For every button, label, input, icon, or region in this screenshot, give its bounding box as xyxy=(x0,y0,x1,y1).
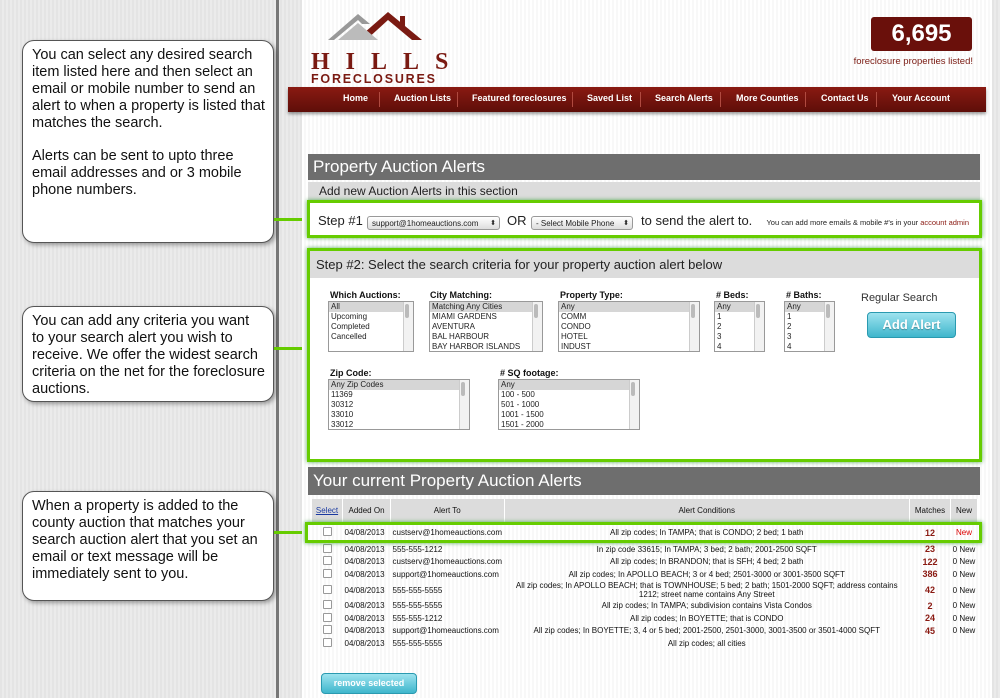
nav-separator xyxy=(457,92,458,107)
beds-label: # Beds: xyxy=(716,290,749,300)
row-checkbox[interactable] xyxy=(323,556,332,565)
nav-saved-list[interactable]: Saved List xyxy=(587,93,633,103)
mobile-phone-select[interactable] xyxy=(531,216,633,230)
select-all-link[interactable]: Select xyxy=(315,506,339,515)
sq-footage-list[interactable] xyxy=(498,379,640,430)
cell-conditions: All zip codes; In TAMPA; that is CONDO; 2 bed; 1 bath xyxy=(610,528,804,537)
cell-date: 04/08/2013 xyxy=(344,613,385,623)
row-checkbox[interactable] xyxy=(323,585,332,594)
table-row xyxy=(312,612,978,625)
list-option[interactable]: Any Zip Codes xyxy=(329,380,469,390)
table-row xyxy=(312,625,978,638)
nav-your-account[interactable]: Your Account xyxy=(892,93,950,103)
list-option[interactable]: 30312 xyxy=(331,400,354,409)
cell-conditions: All zip codes; In BOYETTE; that is CONDO xyxy=(630,613,784,623)
nav-more-counties[interactable]: More Counties xyxy=(736,93,799,103)
table-row xyxy=(312,568,978,581)
cell-conditions: All zip codes; In APOLLO BEACH; that is TOWNHOUSE; 5 bed; 2 bath; 1501-2000 SQFT; address contains 1212; street name contains Any Street xyxy=(515,581,898,599)
list-option[interactable]: 1501 - 2000 xyxy=(501,420,544,429)
list-option[interactable]: 100 - 500 xyxy=(501,390,535,399)
callout-alerts xyxy=(22,491,274,601)
cell-matches[interactable]: 45 xyxy=(924,625,935,636)
callout-step1-text-2: Alerts can be sent to upto three email addresses and or 3 mobile phone numbers. xyxy=(32,148,242,198)
regular-search-label: Regular Search xyxy=(861,292,938,304)
callout-step2 xyxy=(22,306,274,402)
cell-alert-to: custserv@1homeauctions.com xyxy=(392,528,502,537)
cell-conditions: In zip code 33615; In TAMPA; 3 bed; 2 bath; 2001-2500 SQFT xyxy=(596,544,817,554)
nav-search-alerts[interactable]: Search Alerts xyxy=(655,93,713,103)
col-matches: Matches xyxy=(910,499,951,522)
cell-matches[interactable]: 12 xyxy=(924,527,935,538)
email-select[interactable] xyxy=(367,216,500,230)
zip-code-label: Zip Code: xyxy=(330,368,372,378)
city-matching-list[interactable] xyxy=(429,301,543,352)
cell-date: 04/08/2013 xyxy=(344,601,385,611)
email-select-value: support@1homeauctions.com xyxy=(372,219,479,228)
cell-date: 04/08/2013 xyxy=(344,585,385,595)
cell-new: 0 New xyxy=(952,585,976,595)
cell-date: 04/08/2013 xyxy=(344,569,385,579)
nav-separator xyxy=(640,92,641,107)
callout-step2-text: You can add any criteria you want to your search alert you wish to receive. We offer the widest search criteria on the net for the foreclosure auctions. xyxy=(32,313,265,397)
scrollbar[interactable] xyxy=(532,302,542,351)
add-alert-button[interactable]: Add Alert xyxy=(867,312,956,338)
table-row xyxy=(312,556,978,569)
list-option[interactable]: BAY HARBOR ISLANDS xyxy=(432,342,521,351)
list-option[interactable]: Matching Any Cities xyxy=(430,302,542,312)
row-checkbox[interactable] xyxy=(323,638,332,647)
col-new: New xyxy=(951,499,978,522)
mobile-phone-select-value: - Select Mobile Phone xyxy=(536,219,615,228)
callout-step1-text: You can select any desired search item listed here and then select an email or mobile number to send an alert to when a property is listed that matches the search. xyxy=(32,47,265,131)
cell-new: 0 New xyxy=(952,626,976,636)
zip-code-list[interactable] xyxy=(328,379,470,430)
remove-selected-button[interactable]: remove selected xyxy=(321,673,417,694)
scrollbar[interactable] xyxy=(629,380,639,429)
nav-auction-lists[interactable]: Auction Lists xyxy=(394,93,452,103)
list-option[interactable]: CONDO xyxy=(561,322,591,331)
list-option[interactable]: HOTEL xyxy=(561,332,588,341)
scrollbar[interactable] xyxy=(824,302,834,351)
cell-alert-to: 555-555-1212 xyxy=(392,613,443,623)
step1-suffix: to send the alert to. xyxy=(641,213,753,228)
select-arrows-icon: ⬍ xyxy=(623,220,629,227)
list-option[interactable]: Any xyxy=(559,302,699,312)
list-option[interactable]: 1001 - 1500 xyxy=(501,410,544,419)
select-arrows-icon: ⬍ xyxy=(490,220,496,227)
list-option[interactable]: All xyxy=(329,302,413,312)
current-alerts-title: Your current Property Auction Alerts xyxy=(308,467,980,495)
sq-footage-label: # SQ footage: xyxy=(500,368,559,378)
main-nav xyxy=(288,87,986,112)
list-option[interactable]: 1 xyxy=(717,312,722,321)
cell-new: 0 New xyxy=(952,544,976,554)
house-roof-icon xyxy=(308,8,428,48)
list-option[interactable]: 4 xyxy=(787,342,792,351)
cell-alert-to: support@1homeauctions.com xyxy=(392,569,499,579)
col-added-on: Added On xyxy=(343,499,391,522)
list-option[interactable]: Upcoming xyxy=(331,312,368,321)
cell-matches[interactable]: 24 xyxy=(924,613,935,624)
nav-home[interactable]: Home xyxy=(343,93,369,103)
cell-alert-to: 555-555-1212 xyxy=(392,544,443,554)
logo-foreclosures-text: FORECLOSURES xyxy=(311,72,437,86)
list-option[interactable]: Completed xyxy=(331,322,370,331)
list-option[interactable]: Any xyxy=(715,302,764,312)
col-alert-to: Alert To xyxy=(391,499,505,522)
step1-label: Step #1 xyxy=(318,213,363,228)
alerts-section-title: Property Auction Alerts xyxy=(308,154,980,180)
list-option[interactable]: 2 xyxy=(717,322,722,331)
property-counter-label: foreclosure properties listed! xyxy=(853,56,973,67)
row-checkbox[interactable] xyxy=(323,600,332,609)
cell-matches[interactable]: 42 xyxy=(924,585,935,595)
row-checkbox[interactable] xyxy=(323,544,332,553)
nav-contact-us[interactable]: Contact Us xyxy=(821,93,869,103)
scrollbar[interactable] xyxy=(403,302,413,351)
cell-alert-to: 555-555-5555 xyxy=(392,585,443,595)
list-option[interactable]: COMM xyxy=(561,312,587,321)
step1-panel xyxy=(307,200,982,238)
cell-new: 0 New xyxy=(952,613,976,623)
cell-conditions: All zip codes; all cities xyxy=(667,638,746,648)
cell-date: 04/08/2013 xyxy=(344,638,385,648)
list-option[interactable]: 2 xyxy=(787,322,792,331)
baths-list[interactable] xyxy=(784,301,835,352)
list-option[interactable]: 33012 xyxy=(331,420,354,429)
cell-new xyxy=(951,637,978,650)
cell-new: 0 New xyxy=(952,569,976,579)
cell-matches[interactable] xyxy=(910,637,951,650)
nav-featured[interactable]: Featured foreclosures xyxy=(472,93,567,103)
list-option[interactable]: 11369 xyxy=(331,390,353,399)
callout-alerts-text: When a property is added to the county auction that matches your search auction alert that you set an email or text message will be immediately sent to you. xyxy=(32,498,258,582)
table-row xyxy=(312,600,978,613)
logo-hills-text: HILLS xyxy=(311,49,465,75)
cell-matches[interactable]: 23 xyxy=(924,544,935,555)
cell-matches[interactable]: 386 xyxy=(922,569,938,580)
cell-alert-to: 555-555-5555 xyxy=(392,601,443,611)
cell-conditions: All zip codes; In APOLLO BEACH; 3 or 4 bed; 2501-3000 or 3001-3500 SQFT xyxy=(568,569,845,579)
list-option[interactable]: Cancelled xyxy=(331,332,367,341)
table-row xyxy=(312,543,978,556)
scrollbar[interactable] xyxy=(754,302,764,351)
table-row xyxy=(312,637,978,650)
cell-conditions: All zip codes; In BOYETTE; 3, 4 or 5 bed; 2001-2500, 2501-3000, 3001-3500 or 3501-4000 SQFT xyxy=(533,626,880,636)
cell-new: 0 New xyxy=(952,601,976,611)
beds-list[interactable] xyxy=(714,301,765,352)
nav-separator xyxy=(720,92,721,107)
cell-alert-to: 555-555-5555 xyxy=(392,638,443,648)
step2-header: Step #2: Select the search criteria for your property auction alert below xyxy=(310,251,979,278)
cell-conditions: All zip codes; In BRANDON; that is SFH; 4 bed; 2 bath xyxy=(610,557,804,567)
scrollbar[interactable] xyxy=(459,380,469,429)
property-type-list[interactable] xyxy=(558,301,700,352)
table-row xyxy=(312,581,978,600)
nav-separator xyxy=(876,92,877,107)
step1-note xyxy=(766,218,969,227)
cell-date: 04/08/2013 xyxy=(344,626,385,636)
cell-alert-to: support@1homeauctions.com xyxy=(392,626,499,636)
which-auctions-list[interactable] xyxy=(328,301,414,352)
cell-new: New xyxy=(955,528,972,537)
which-auctions-label: Which Auctions: xyxy=(330,290,401,300)
cell-alert-to: custserv@1homeauctions.com xyxy=(392,557,502,567)
account-admin-link[interactable]: account admin xyxy=(920,218,969,227)
table-header-row xyxy=(312,499,978,522)
city-matching-label: City Matching: xyxy=(430,290,492,300)
hills-foreclosures-logo[interactable] xyxy=(308,8,465,86)
list-option[interactable]: 4 xyxy=(717,342,722,351)
scrollbar[interactable] xyxy=(689,302,699,351)
col-alert-conditions: Alert Conditions xyxy=(504,499,910,522)
cell-new: 0 New xyxy=(952,557,976,567)
alerts-section-subtitle: Add new Auction Alerts in this section xyxy=(308,182,980,200)
list-option[interactable]: Any xyxy=(785,302,834,312)
list-option[interactable]: MIAMI GARDENS xyxy=(432,312,497,321)
list-option[interactable]: INDUST xyxy=(561,342,591,351)
nav-separator xyxy=(805,92,806,107)
list-option[interactable]: 3 xyxy=(717,332,722,341)
cell-date: 04/08/2013 xyxy=(344,557,385,567)
list-option[interactable]: BAL HARBOUR xyxy=(432,332,490,341)
cell-matches[interactable]: 2 xyxy=(927,600,933,611)
list-option[interactable]: 1 xyxy=(787,312,792,321)
step1-or: OR xyxy=(507,213,527,228)
highlighted-row-outline xyxy=(305,522,982,543)
list-option[interactable]: 501 - 1000 xyxy=(501,400,540,409)
nav-separator xyxy=(379,92,380,107)
nav-separator xyxy=(572,92,573,107)
callout-step1 xyxy=(22,40,274,243)
row-checkbox[interactable] xyxy=(323,625,332,634)
baths-label: # Baths: xyxy=(786,290,822,300)
list-option[interactable]: AVENTURA xyxy=(432,322,475,331)
cell-date: 04/08/2013 xyxy=(344,528,385,537)
property-type-label: Property Type: xyxy=(560,290,623,300)
step1-note-text: You can add more emails & mobile #'s in your xyxy=(766,218,919,227)
row-checkbox[interactable] xyxy=(323,613,332,622)
list-option[interactable]: Any xyxy=(499,380,639,390)
cell-matches[interactable]: 122 xyxy=(922,556,938,567)
list-option[interactable]: 3 xyxy=(787,332,792,341)
row-checkbox[interactable] xyxy=(323,569,332,578)
list-option[interactable]: 33010 xyxy=(331,410,354,419)
property-counter: 6,695 xyxy=(871,17,972,51)
cell-date: 04/08/2013 xyxy=(344,544,385,554)
cell-conditions: All zip codes; In TAMPA; subdivision contains Vista Condos xyxy=(601,601,812,611)
